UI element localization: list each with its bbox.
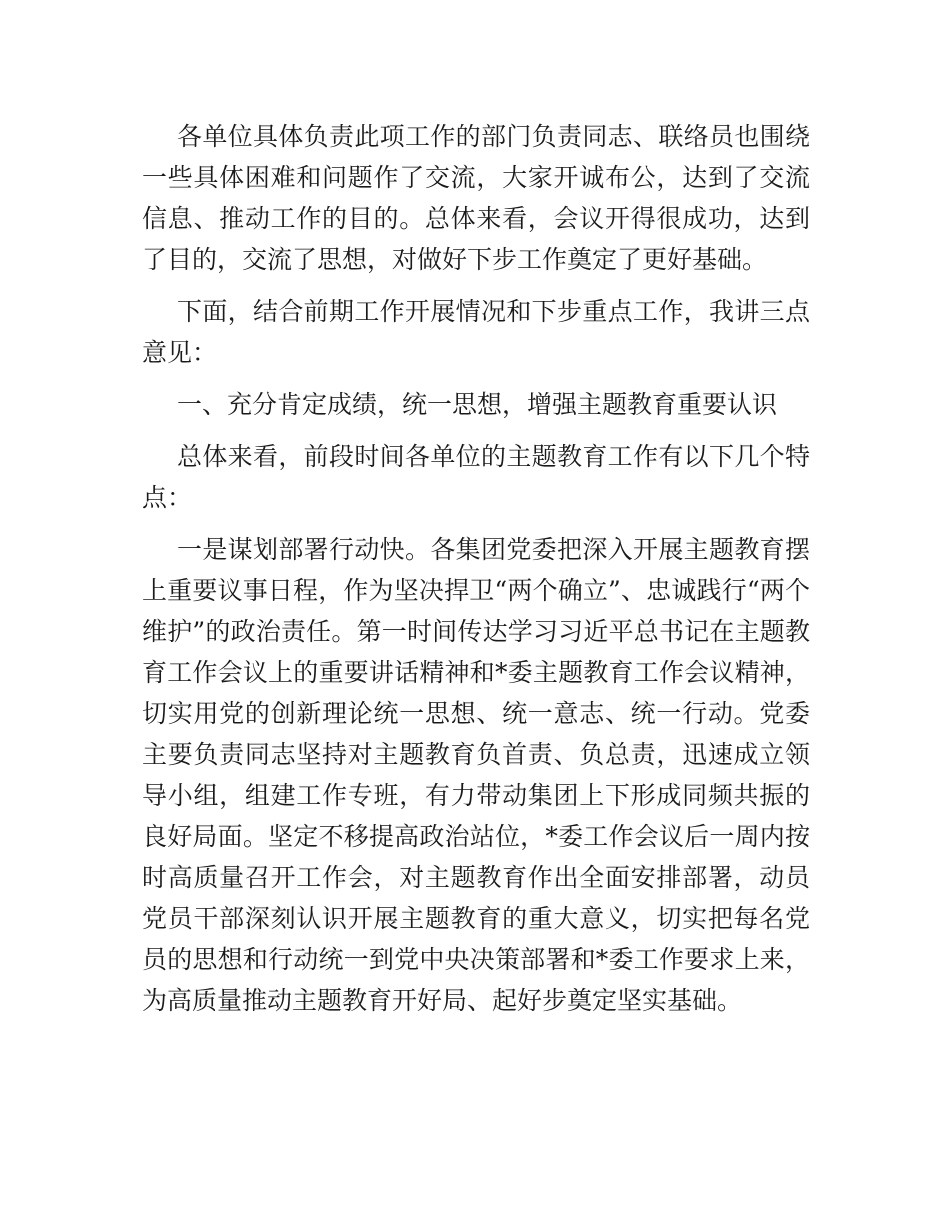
- paragraph-feature-one: 一是谋划部署行动快。各集团党委把深入开展主题教育摆上重要议事日程，作为坚决捍卫“两个确立”、忠诚践行“两个维护”的政治责任。第一时间传达学习习近平总书记在主题教育工作会议上的重要讲话精神和*委主题教育工作会议精神，切实用党的创新理论统一思想、统一意志、统一行动。党委主要负责同志坚持对主题教育负首责、负总责，迅速成立领导小组，组建工作专班，有力带动集团上下形成同频共振的良好局面。坚定不移提高政治站位，*委工作会议后一周内按时高质量召开工作会，对主题教育作出全面安排部署，动员党员干部深刻认识开展主题教育的重大意义，切实把每名党员的思想和行动统一到党中央决策部署和*委工作要求上来，为高质量推动主题教育开好局、起好步奠定坚实基础。: [142, 535, 810, 1015]
- paragraph-exchange-summary: 各单位具体负责此项工作的部门负责同志、联络员也围绕一些具体困难和问题作了交流，大家开诚布公，达到了交流信息、推动工作的目的。总体来看，会议开得很成功，达到了目的，交流了思想，对做好下步工作奠定了更好基础。: [142, 122, 810, 274]
- section-heading-one: 一、充分肯定成绩，统一思想，增强主题教育重要认识: [177, 390, 778, 419]
- document-body: [142, 116, 810, 1032]
- paragraph-three-points-intro: 下面，结合前期工作开展情况和下步重点工作，我讲三点意见：: [142, 297, 810, 367]
- paragraph-features-intro: 总体来看，前段时间各单位的主题教育工作有以下几个特点：: [142, 442, 810, 512]
